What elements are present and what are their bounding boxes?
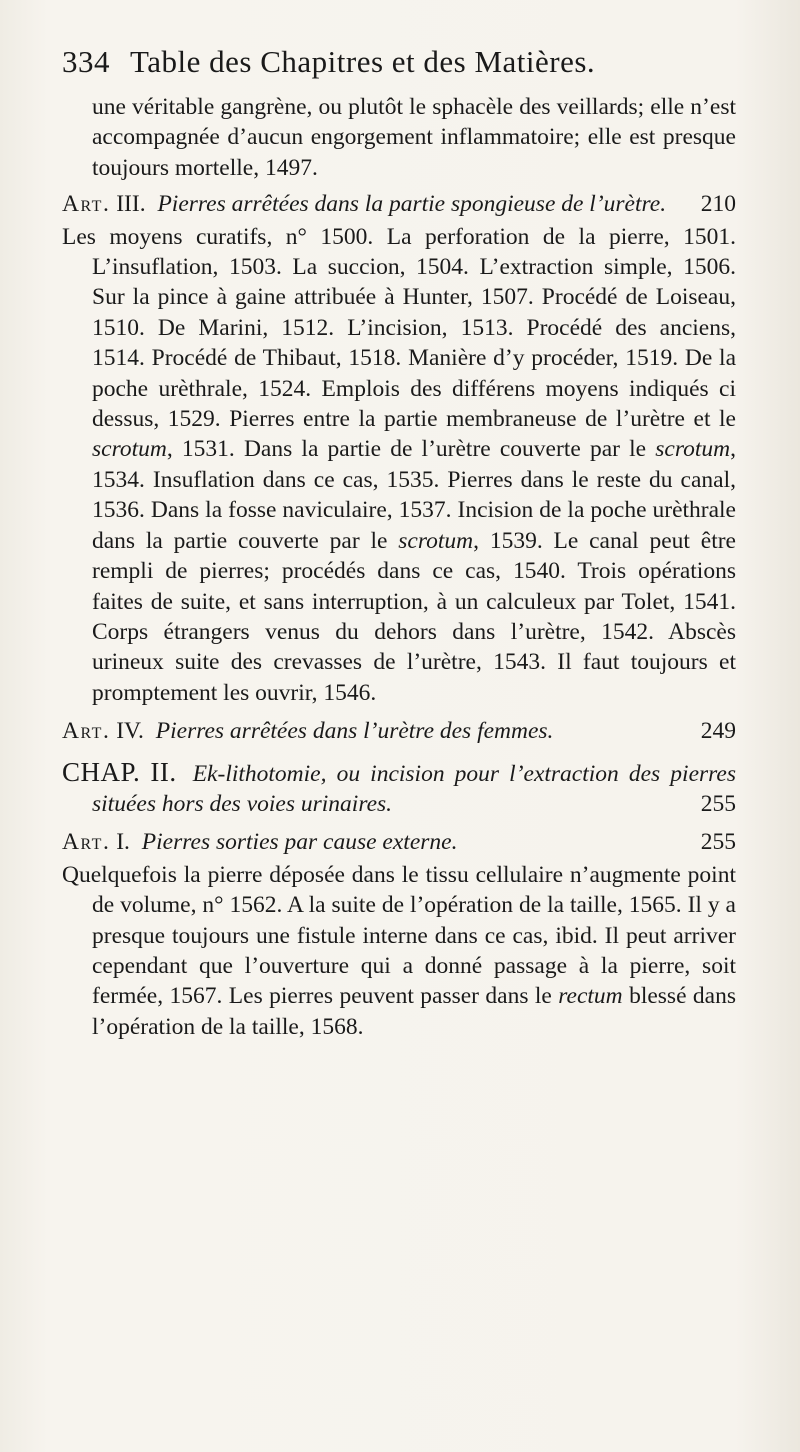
running-title: Table des Chapitres et des Matières. [130, 44, 596, 79]
page-number: 334 [62, 44, 110, 79]
entry-art-3 [62, 189, 736, 219]
article-number: IV. [116, 718, 144, 745]
summary-text: , 1531. Dans la partie de l’urètre couverte par le [166, 436, 656, 463]
continued-text: une véritable gangrène, ou plutôt le sphacèle des veillards; elle n’est accompagnée d’aucun engorgement inflammatoire; elle est presque toujours mortelle, 1497. [92, 94, 736, 181]
article-page: 255 [700, 829, 736, 856]
entry-art-3-summary [62, 222, 736, 709]
article-label: Art. [62, 191, 111, 218]
chapter-title: Ek-lithotomie, ou incision pour l’extraction des pierres situées hors des voies urinaires. [92, 760, 737, 817]
article-number: I. [116, 829, 130, 856]
summary-italic-term: rectum [558, 983, 623, 1010]
article-number: III. [116, 191, 146, 218]
entry-chap-2 [62, 757, 736, 820]
continued-paragraph [62, 92, 736, 183]
article-page: 249 [700, 718, 736, 745]
entry-art-1 [62, 827, 736, 857]
summary-italic-term: scrotum [655, 436, 731, 463]
article-title: Pierres sorties par cause externe. [141, 829, 458, 856]
entry-art-4 [62, 716, 736, 746]
table-of-contents-body [62, 92, 736, 1042]
running-header [62, 44, 742, 80]
article-title: Pierres arrêtées dans l’urètre des femmes. [155, 718, 554, 745]
chapter-page: 255 [700, 790, 736, 817]
article-label: Art. [62, 829, 111, 856]
article-title: Pierres arrêtées dans la partie spongieuse de l’urètre. [157, 191, 667, 218]
summary-italic-term: scrotum [398, 527, 474, 554]
article-page: 210 [700, 191, 736, 218]
summary-italic-term: scrotum [92, 436, 167, 463]
summary-text: Les moyens curatifs, n° 1500. La perforation de la pierre, 1501. L’insuflation, 1503. La succion, 1504. L’extraction simple, 1506. Sur la pince à gaine attribuée à Hunter, 1507. Procédé de Loiseau, 1510. De Marini, 1512. L’incision, 1513. Procédé des anciens, 1514. Procédé de Thibaut, 1518. Manière d’y procéder, 1519. De la poche urèthrale, 1524. Emplois des différens moyens indiqués ci dessus, 1529. Pierres entre la partie membraneuse de l’urètre et le [62, 223, 736, 433]
summary-text: , 1539. Le canal peut être rempli de pierres; procédés dans ce cas, 1540. Trois opérations faites de suite, et sans interruption, à un calculeux par Tolet, 1541. Corps étrangers venus du dehors dans l’urètre, 1542. Abscès urineux suite des crevasses de l’urètre, 1543. Il faut toujours et promptement les ouvrir, 1546. [92, 527, 736, 706]
summary-text: blessé dans l’opération de la taille, 1568. [92, 983, 736, 1040]
entry-art-1-summary [62, 860, 736, 1042]
summary-text: Quelquefois la pierre déposée dans le tissu cellulaire n’augmente point de volume, n° 1562. A la suite de l’opération de la taille, 1565. Il y a presque toujours une fistule interne dans ce cas, ibid. Il peut arriver cependant que l’ouverture qui a donné passage à la pierre, soit fermée, 1567. Les pierres peuvent passer dans le [62, 861, 736, 1010]
chapter-number: II. [150, 756, 177, 787]
summary-text: , 1534. Insuflation dans ce cas, 1535. Pierres dans le reste du canal, 1536. Dans la fosse naviculaire, 1537. Incision de la poche urèthrale dans la partie couverte par le [92, 436, 736, 554]
chapter-label: CHAP. [62, 756, 141, 787]
article-label: Art. [62, 718, 111, 745]
